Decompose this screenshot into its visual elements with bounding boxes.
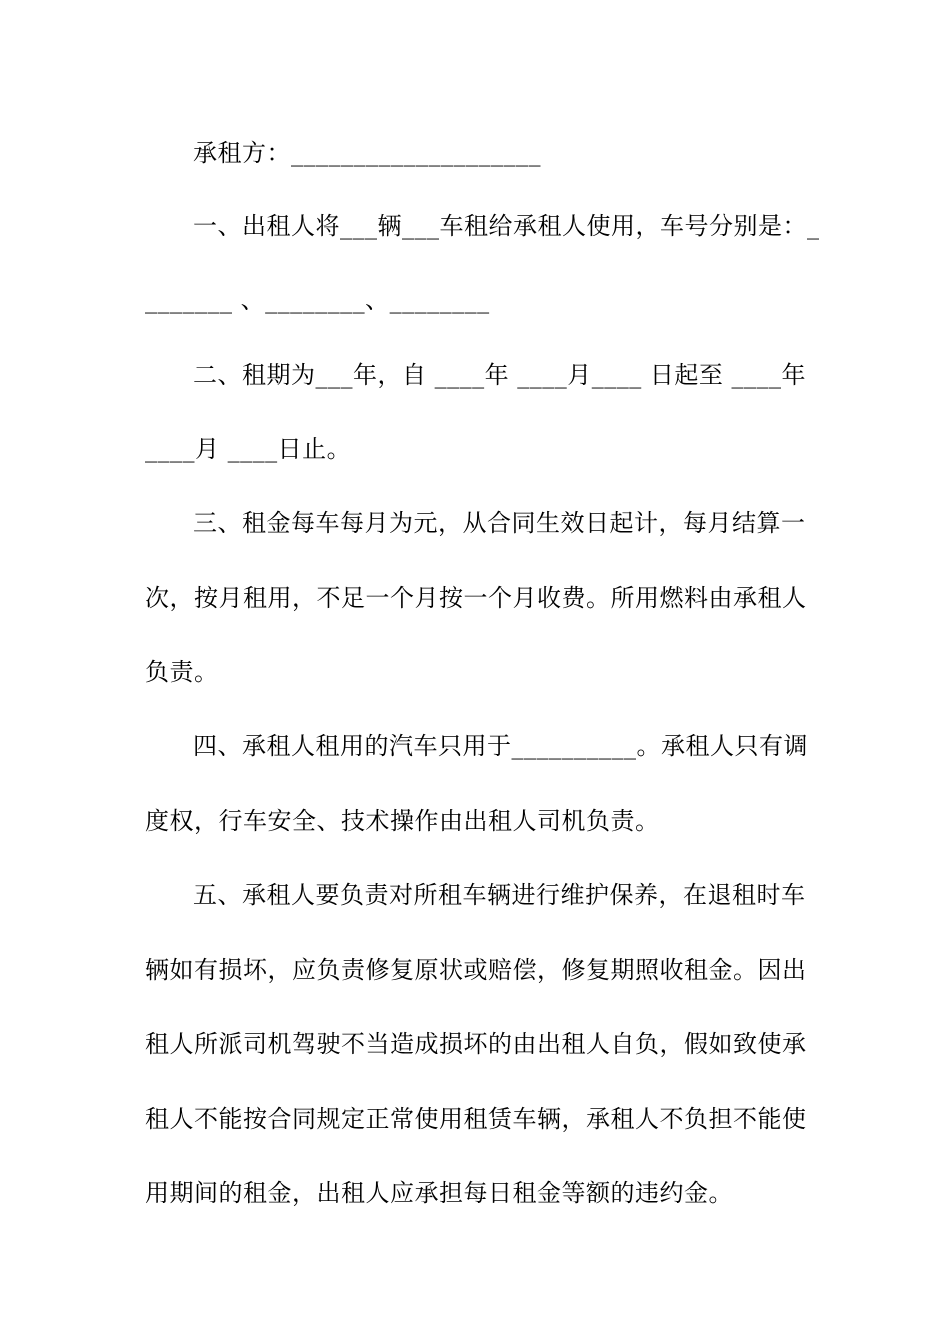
clause-1-line-2: _______ 、________、________ [145, 286, 490, 314]
clause-5-line-1: 五、承租人要负责对所租车辆进行维护保养，在退租时车 [193, 881, 806, 909]
clause-4-line-1: 四、承租人租用的汽车只用于__________。承租人只有调 [193, 732, 808, 760]
clause-2-line-1: 二、租期为___年，自 ____年 ____月____ 日起至 ____年 [193, 361, 807, 389]
clause-5-line-3: 租人所派司机驾驶不当造成损坏的由出租人自负，假如致使承 [145, 1030, 807, 1058]
clause-3-line-1: 三、租金每车每月为元，从合同生效日起计，每月结算一 [193, 509, 806, 537]
clause-4-line-2: 度权，行车安全、技术操作由出租人司机负责。 [145, 807, 660, 835]
clause-3-line-3: 负责。 [145, 658, 219, 686]
lessee-line: 承租方：____________________ [193, 139, 541, 167]
clause-5-line-5: 用期间的租金，出租人应承担每日租金等额的违约金。 [145, 1179, 733, 1207]
clause-2-line-2: ____月 ____日止。 [145, 435, 352, 463]
clause-5-line-2: 辆如有损坏，应负责修复原状或赔偿，修复期照收租金。因出 [145, 956, 807, 984]
clause-1-line-1: 一、出租人将___辆___车租给承租人使用，车号分别是：_ [193, 212, 820, 240]
clause-5-line-4: 租人不能按合同规定正常使用租赁车辆，承租人不负担不能使 [145, 1105, 807, 1133]
clause-3-line-2: 次，按月租用，不足一个月按一个月收费。所用燃料由承租人 [145, 584, 807, 612]
